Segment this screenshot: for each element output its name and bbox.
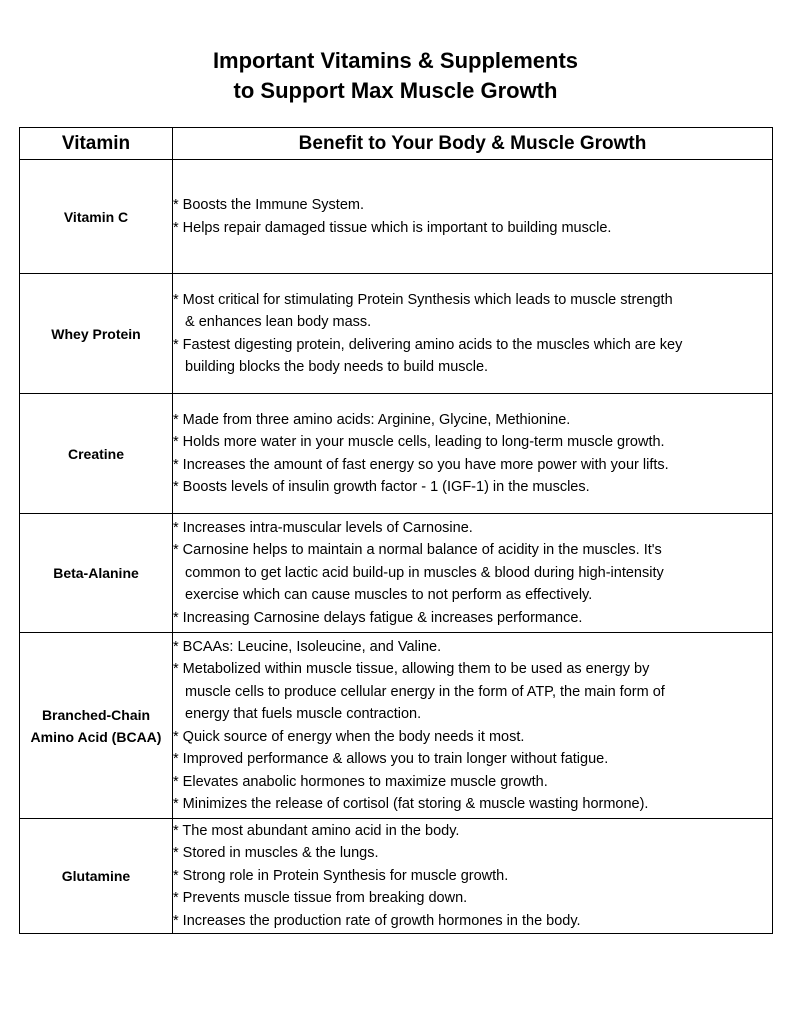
benefit-text: * Increasing Carnosine delays fatigue & increases performance.: [173, 609, 583, 626]
benefit-cell: [173, 514, 773, 633]
benefit-list: [173, 820, 772, 933]
supplement-name-line: Glutamine: [61, 868, 131, 884]
benefit-text: * Elevates anabolic hormones to maximize muscle growth.: [173, 773, 548, 790]
benefit-text: * Minimizes the release of cortisol (fat storing & muscle wasting hormone).: [173, 796, 649, 812]
benefit-text: * BCAAs: Leucine, Isoleucine, and Valine.: [173, 638, 442, 655]
benefit-text: * Boosts the Immune System.: [173, 197, 364, 213]
benefit-text: * Made from three amino acids: Arginine, Glycine, Methionine.: [173, 411, 571, 428]
benefit-text: exercise which can cause muscles to not perform as effectively.: [185, 587, 593, 604]
supplement-name-line: Vitamin C: [63, 208, 129, 225]
benefit-item: [173, 431, 772, 454]
benefit-item: [173, 607, 772, 630]
benefit-cell: [173, 819, 773, 934]
table-row-creatine: [20, 394, 773, 514]
benefit-item: [173, 539, 772, 607]
benefit-list: [173, 409, 772, 499]
benefit-item: [173, 334, 772, 379]
benefit-item: [173, 636, 772, 659]
benefit-text: * Improved performance & allows you to train longer without fatigue.: [173, 751, 609, 767]
benefit-item: [173, 409, 772, 432]
benefit-list: [173, 289, 772, 379]
benefit-item: [173, 748, 772, 771]
benefit-list: [173, 194, 772, 239]
table-row-whey-protein: [20, 274, 773, 394]
page-title-line-1: Important Vitamins & Supplements: [212, 48, 579, 73]
benefit-list: [173, 636, 772, 816]
benefit-text: * The most abundant amino acid in the body.: [173, 822, 460, 839]
table-header-row: [20, 128, 773, 160]
supplement-name: [20, 633, 173, 819]
benefit-text: * Strong role in Protein Synthesis for muscle growth.: [173, 867, 509, 884]
benefit-text: * Metabolized within muscle tissue, allowing them to be used as energy by: [173, 661, 650, 677]
supplement-name: [20, 274, 173, 394]
benefit-item: [173, 194, 772, 217]
benefit-text: muscle cells to produce cellular energy in the form of ATP, the main form of: [185, 683, 665, 700]
benefit-item: [173, 887, 772, 910]
vitamins-table: [19, 127, 773, 934]
benefit-text: * Helps repair damaged tissue which is important to building muscle.: [173, 219, 612, 236]
benefit-cell: [173, 274, 773, 394]
benefit-text: energy that fuels muscle contraction.: [185, 706, 422, 722]
benefit-item: [173, 289, 772, 334]
supplement-name: [20, 394, 173, 514]
page-title: [0, 46, 791, 106]
benefit-item: [173, 793, 772, 816]
supplement-name-line: Amino Acid (BCAA): [30, 728, 162, 745]
benefit-text: common to get lactic acid build-up in muscles & blood during high-intensity: [185, 564, 664, 581]
header-benefit: Benefit to Your Body & Muscle Growth: [173, 128, 773, 160]
benefit-item: [173, 517, 772, 540]
benefit-item: [173, 658, 772, 726]
supplement-name: [20, 160, 173, 274]
supplement-name: [20, 819, 173, 934]
benefit-text: * Prevents muscle tissue from breaking down.: [173, 890, 468, 907]
benefit-text: * Carnosine helps to maintain a normal balance of acidity in the muscles. It's: [173, 542, 662, 559]
benefit-text: * Stored in muscles & the lungs.: [173, 845, 379, 862]
benefit-text: * Holds more water in your muscle cells, leading to long-term muscle growth.: [173, 434, 665, 450]
benefit-text: * Fastest digesting protein, delivering amino acids to the muscles which are key: [173, 336, 683, 353]
supplement-name-line: Beta-Alanine: [53, 565, 139, 581]
table-row-glutamine: [20, 819, 773, 934]
benefit-text: & enhances lean body mass.: [185, 314, 372, 330]
benefit-item: [173, 771, 772, 794]
benefit-text: * Quick source of energy when the body needs it most.: [173, 728, 525, 745]
benefit-cell: [173, 394, 773, 514]
benefit-cell: [173, 160, 773, 274]
supplement-name-line: Branched-Chain: [41, 706, 151, 723]
benefit-text: * Increases the amount of fast energy so you have more power with your lifts.: [173, 456, 669, 473]
page-title-line-2: to Support Max Muscle Growth: [233, 78, 558, 103]
benefit-item: [173, 217, 772, 240]
benefit-text: * Boosts levels of insulin growth factor - 1 (IGF-1) in the muscles.: [173, 479, 590, 495]
benefit-item: [173, 910, 772, 933]
benefit-item: [173, 476, 772, 499]
benefit-text: building blocks the body needs to build muscle.: [185, 359, 489, 375]
benefit-item: [173, 726, 772, 749]
benefit-text: * Increases the production rate of growth hormones in the body.: [173, 912, 581, 929]
table-row-beta-alanine: [20, 514, 773, 633]
benefit-item: [173, 865, 772, 888]
benefit-item: [173, 454, 772, 477]
header-vitamin: Vitamin: [20, 128, 173, 160]
benefit-item: [173, 842, 772, 865]
table-row-bcaa: [20, 633, 773, 819]
supplement-name-line: Creatine: [67, 445, 125, 462]
table-row-vitamin-c: [20, 160, 773, 274]
benefit-text: * Most critical for stimulating Protein Synthesis which leads to muscle strength: [173, 291, 673, 308]
benefit-text: * Increases intra-muscular levels of Carnosine.: [173, 519, 473, 536]
supplement-name: [20, 514, 173, 633]
supplement-name-line: Whey Protein: [51, 325, 141, 342]
benefit-cell: [173, 633, 773, 819]
benefit-item: [173, 820, 772, 843]
benefit-list: [173, 517, 772, 630]
